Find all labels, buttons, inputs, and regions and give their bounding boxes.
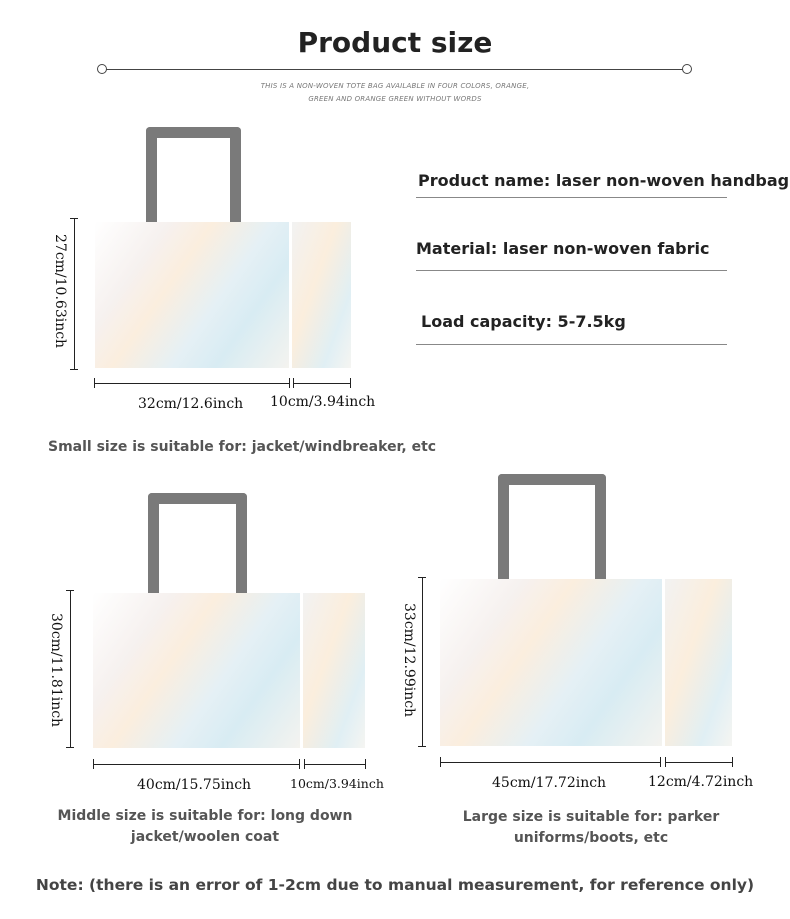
bag-front-panel [95,222,289,368]
height-dimension-line [422,577,423,747]
height-dimension-line [70,590,71,747]
height-dimension-line [74,218,75,370]
width-label: 45cm/17.72inch [492,775,607,791]
dimension-tick [70,369,78,370]
dimension-tick [289,378,290,388]
dimension-tick [732,757,733,767]
width-dimension-line [94,383,290,384]
dimension-tick [299,759,300,769]
dimension-tick [440,757,441,767]
dimension-tick [365,759,366,769]
dimension-tick [660,757,661,767]
dimension-tick [93,759,94,769]
divider-dot-left [97,64,107,74]
bag-side-panel [303,593,365,748]
spec-load-capacity: Load capacity: 5-7.5kg [421,312,626,331]
dimension-tick [350,378,351,388]
spec-divider [416,344,727,345]
width-label: 32cm/12.6inch [138,396,244,412]
dimension-tick [70,218,78,219]
bag-front-panel [93,593,300,748]
depth-label: 10cm/3.94inch [270,394,376,410]
width-dimension-line [93,764,300,765]
bag-handle [498,474,606,580]
height-label: 27cm/10.63inch [52,234,68,349]
depth-dimension-line [293,383,351,384]
bag-handle [148,493,247,594]
width-label: 40cm/15.75inch [137,777,252,793]
height-label: 33cm/12.99inch [401,603,417,718]
height-label: 30cm/11.81inch [48,613,64,728]
depth-dimension-line [665,762,733,763]
large-caption: Large size is suitable for: parker uniforms/boots, etc [462,809,720,846]
dimension-tick [418,746,426,747]
dimension-tick [94,378,95,388]
title-divider [102,69,688,70]
width-dimension-line [440,762,661,763]
divider-dot-right [682,64,692,74]
small-caption: Small size is suitable for: jacket/windbreaker, etc [48,439,437,455]
dimension-tick [293,378,294,388]
bag-side-panel [292,222,351,368]
depth-label: 10cm/3.94inch [290,776,384,791]
depth-dimension-line [304,764,366,765]
bag-front-panel [440,579,662,746]
spec-material: Material: laser non-woven fabric [416,239,710,258]
page-title: Product size [297,26,493,59]
dimension-tick [66,590,74,591]
depth-label: 12cm/4.72inch [648,774,754,790]
dimension-tick [304,759,305,769]
bag-side-panel [665,579,732,746]
dimension-tick [66,747,74,748]
middle-caption: Middle size is suitable for: long down jacket/woolen coat [57,808,353,845]
spec-product-name: Product name: laser non-woven handbag [418,171,790,190]
page-subtitle: THIS IS A NON-WOVEN TOTE BAG AVAILABLE IN FOUR COLORS, ORANGE, GREEN AND ORANGE GREEN WITHOUT WORDS [260,82,530,103]
dimension-tick [418,577,426,578]
footnote: Note: (there is an error of 1-2cm due to manual measurement, for reference only) [35,876,755,894]
spec-divider [416,197,727,198]
bag-handle [146,127,241,223]
spec-divider [416,270,727,271]
dimension-tick [665,757,666,767]
